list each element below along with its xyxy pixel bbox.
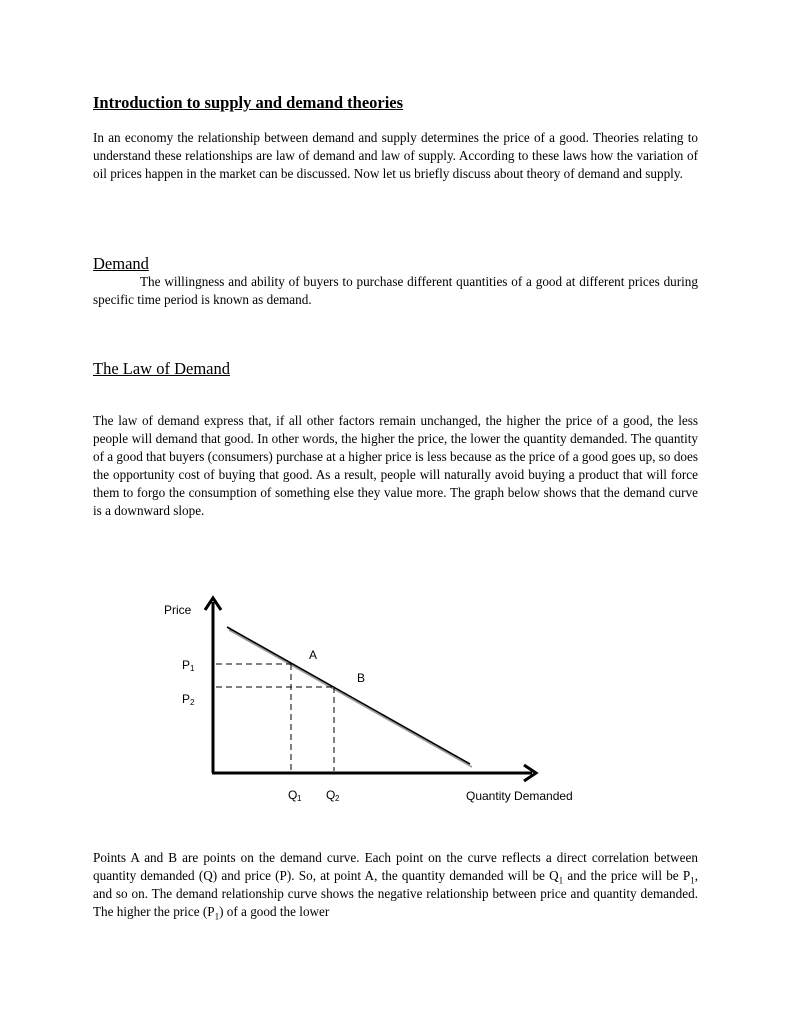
points-text-2: and the price will be P [563, 868, 691, 883]
demand-heading: Demand [93, 254, 149, 273]
point-b-label: B [357, 671, 366, 685]
p2-label: P [182, 692, 191, 706]
points-text-1: Points A and B are points on the demand curve. Each point on the curve reflects a direct correlation between quantity demanded (Q) and price (P). So, at point A, the quantity demanded will be Q [93, 850, 698, 883]
demand-curve [227, 627, 470, 764]
q1-subscript: 1 [297, 794, 302, 803]
intro-paragraph: In an economy the relationship between demand and supply determines the price of a good. Theories relating to understand these relationships are law of demand and law of supply. According to these laws how the variation of oil prices happen in the market can be discussed. Now let us briefly discuss about theory of demand and supply. [93, 130, 698, 181]
x-axis-label: Quantity Demanded [466, 789, 573, 803]
p1-label: P [182, 658, 191, 672]
q1-subscript-text: 1 [558, 875, 564, 886]
q2-subscript: 2 [335, 794, 340, 803]
demand-curve-chart [150, 590, 610, 810]
demand-paragraph: The willingness and ability of buyers to purchase different quantities of a good at different prices during specific time period is known as demand. [93, 274, 698, 307]
p1-subscript: 1 [190, 664, 195, 673]
y-axis-label: Price [164, 603, 192, 617]
p2-subscript: 2 [190, 698, 195, 707]
q2-label: Q [326, 788, 336, 802]
point-a-label: A [309, 648, 318, 662]
q1-label: Q [288, 788, 298, 802]
demand-curve-shadow [229, 630, 472, 767]
page-title: Introduction to supply and demand theories [93, 93, 404, 112]
p1-subscript-text: 1 [690, 875, 695, 886]
p1-subscript-text-2: 1 [214, 911, 220, 922]
law-of-demand-heading: The Law of Demand [93, 359, 230, 378]
points-text-3: , and so on. The demand relationship curve shows the negative relationship between price and quantity demanded. The higher the price (P [93, 868, 699, 919]
points-paragraph [93, 849, 698, 921]
law-of-demand-paragraph: The law of demand express that, if all other factors remain unchanged, the higher the price of a good, the less people will demand that good. In other words, the higher the price, the lower the quantity demanded. The quantity of a good that buyers (consumers) purchase at a higher price is less because as the price of a good goes up, so does the opportunity cost of buying that good. As a result, people will naturally avoid buying a product that will force them to forgo the consumption of something else they value more. The graph below shows that the demand curve is a downward slope. [93, 413, 698, 518]
points-text-4: ) of a good the lower [219, 904, 330, 919]
